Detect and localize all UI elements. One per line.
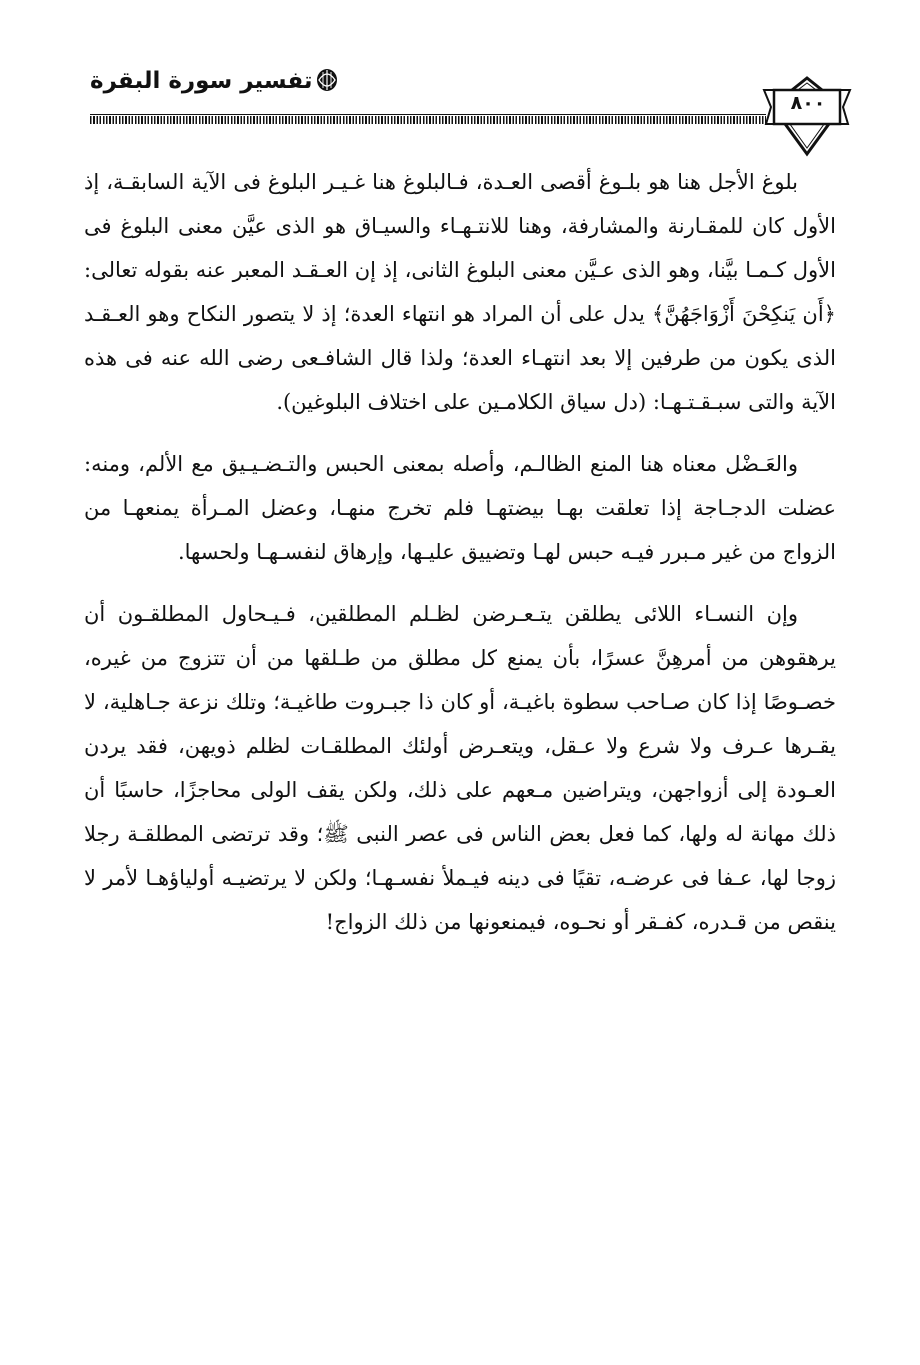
paragraph-text: والعَـضْل معناه هنا المنع الظالـم، وأصله بمعنى الحبس والتـضـيـيق مع الألم، ومنه: عضلت الدجـاجة إذا تعلقت بهـا بيضتهـا فلم تخرج منهـا، وعضل المـرأة يمنعهـا من الزواج من غير مـبرر فيـه حبس لهـا وتضييق عليـها، وإرهاق لنفسـهـا ولحسها.	[84, 452, 836, 564]
flower-ornament-icon	[316, 68, 338, 92]
header-hatched-rule	[90, 116, 766, 124]
page-number-badge	[762, 76, 852, 158]
paragraph-text: بلوغ الأجل هنا هو بلـوغ أقصى العـدة، فـالبلوغ هنا غـيـر البلوغ فى الآية السابقـة، إذ الأول كان للمقـارنة والمشارفة، وهنا للانتـهـاء والسيـاق هو الذى عيَّن معنى البلوغ فى الأول كـمـا بيَّنا، وهو الذى عـيَّن معنى البلوغ الثانى، إذ إن العـقـد المعبر عنه بقوله تعالى: ﴿أَن يَنكِحْنَ أَزْوَاجَهُنَّ﴾ يدل على أن المراد هو انتهاء العدة؛ إذ لا يتصور النكاح وهو العـقـد الذى يكون من طرفين إلا بعد انتهـاء العدة؛ ولذا قال الشافـعى رضى الله عنه فى هذه الآية والتى سبـقـتـهـا: (دل سياق الكلامـين على اختلاف البلوغين).	[84, 170, 836, 414]
running-title: تفسير سورة البقرة	[90, 68, 313, 94]
page-number: ٨٠٠	[790, 92, 826, 114]
page-body	[84, 160, 836, 944]
paragraph	[84, 160, 836, 424]
paragraph-text: وإن النسـاء اللائى يطلقن يتـعـرضن لظـلم المطلقين، فـيـحاول المطلقـون أن يرهقوهن من أمرهِنَّ عسرًا، بأن يمنع كل مطلق من طـلقها من أن تتزوج من غيره، خصـوصًا إذا كان صـاحب سطوة باغيـة، أو كان ذا جبـروت طاغيـة؛ وتلك نزعة جـاهلية، لا يقـرها عـرف ولا شرع ولا عـقل، ويتعـرض أولئك المطلقـات لظلم ذويهن، فقد يردن العـودة إلى أزواجهن، ويتراضين مـعهم على ذلك، ولكن يقف الولى محاجزًا، حاسبًا أن ذلك مهانة له ولها، كما فعل بعض الناس فى عصر النبى ﷺ؛ وقد ترتضى المطلقـة رجلا زوجا لها، عـفا فى عرضـه، تقيًا فى دينه فيـملأ نفسـهـا؛ ولكن لا يرتضيـه أولياؤهـا لأمر لا ينقص من قـدره، كفـقر أو نحـوه، فيمنعونها من ذلك الزواج!	[84, 602, 836, 934]
page-header	[90, 50, 850, 160]
header-rule-line	[90, 114, 766, 115]
paragraph	[84, 442, 836, 574]
paragraph	[84, 592, 836, 944]
